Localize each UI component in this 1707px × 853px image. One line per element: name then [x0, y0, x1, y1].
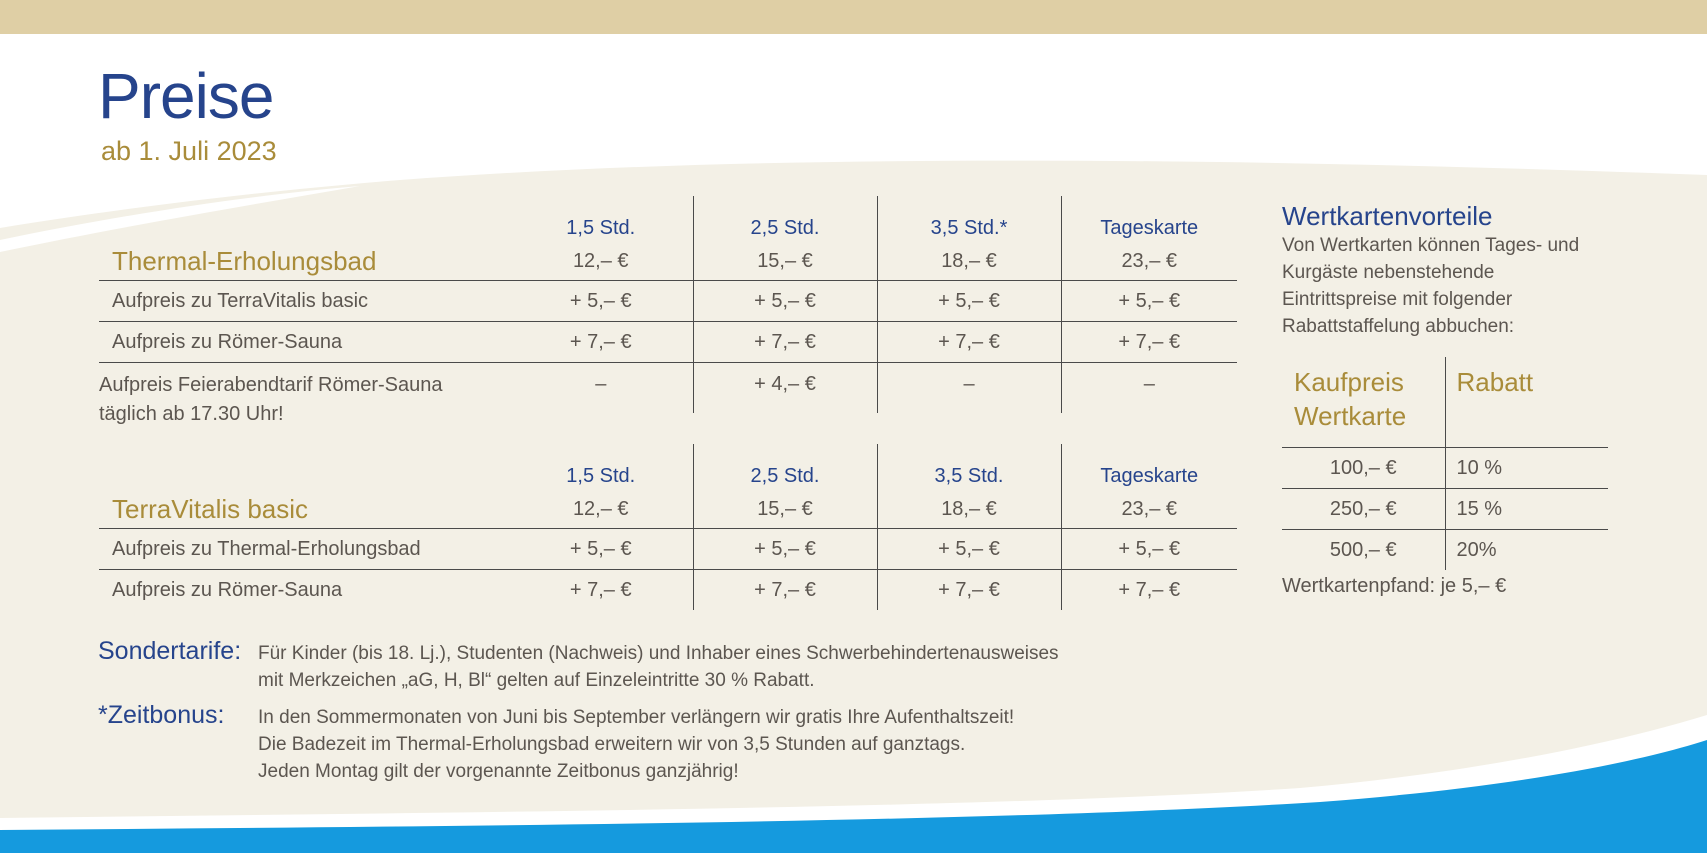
price-cell: + 7,– € [693, 570, 877, 611]
price-cell: 23,– € [1061, 242, 1237, 281]
table-row [1282, 489, 1608, 530]
terravitalis-header-row [99, 444, 1237, 490]
feierabend-label-line1: Aufpreis Feierabendtarif Römer-Sauna [99, 374, 443, 396]
price-cell: 15,– € [693, 242, 877, 281]
wertkarten-header-row [1282, 357, 1608, 448]
feierabend-row [99, 363, 1237, 414]
wertkarte-price: 500,– € [1329, 538, 1397, 561]
wertkarte-discount: 10 % [1445, 448, 1608, 489]
price-cell: 12,– € [509, 242, 693, 281]
column-header [1282, 357, 1445, 448]
price-cell: 15,– € [693, 490, 877, 529]
sondertarife-text [258, 640, 1059, 694]
price-cell: + 7,– € [693, 322, 877, 363]
zeitbonus-line: In den Sommermonaten von Juni bis September verlängern wir gratis Ihre Aufenthaltszeit! [258, 707, 1015, 728]
table-row [99, 529, 1237, 570]
wertkarten-pfand: Wertkartenpfand: je 5,– € [1282, 575, 1507, 597]
price-cell: – [595, 373, 607, 395]
column-header: Tageskarte [1061, 196, 1237, 242]
price-cell: – [1061, 363, 1237, 414]
price-cell: + 5,– € [1061, 281, 1237, 322]
price-cell: + 7,– € [877, 322, 1061, 363]
price-cell: + 7,– € [1061, 322, 1237, 363]
column-header: 3,5 Std.* [877, 196, 1061, 242]
column-header: Rabatt [1445, 357, 1608, 448]
price-cell: + 4,– € [693, 363, 877, 414]
sondertarife-line: mit Merkzeichen „aG, H, Bl“ gelten auf Einzeleintritte 30 % Rabatt. [258, 670, 815, 691]
feierabend-label-line2: täglich ab 17.30 Uhr! [99, 403, 284, 425]
terravitalis-base-row [99, 490, 1237, 529]
price-cell: + 5,– € [877, 281, 1061, 322]
zeitbonus-line: Die Badezeit im Thermal-Erholungsbad erweitern wir von 3,5 Stunden auf ganztags. [258, 734, 966, 755]
price-cell: + 7,– € [509, 322, 693, 363]
price-cell: 18,– € [877, 490, 1061, 529]
wertkarten-table [1282, 357, 1608, 570]
column-header: Tageskarte [1061, 444, 1237, 490]
kaufpreis-label: Kaufpreis [1294, 367, 1404, 397]
wertkarte-price: 250,– € [1282, 489, 1445, 530]
wertkarte-price: 100,– € [1282, 448, 1445, 489]
row-label: Aufpreis zu Römer-Sauna [112, 578, 343, 601]
price-cell: + 7,– € [877, 570, 1061, 611]
price-cell: + 5,– € [1061, 529, 1237, 570]
thermal-base-row [99, 242, 1237, 281]
column-header: 2,5 Std. [693, 196, 877, 242]
sondertarife-label: Sondertarife: [98, 637, 242, 665]
table-row [99, 322, 1237, 363]
zeitbonus-text [258, 704, 1014, 785]
table-row [1282, 530, 1608, 571]
price-cell: 12,– € [509, 490, 693, 529]
price-cell: 23,– € [1061, 490, 1237, 529]
price-cell: + 5,– € [509, 281, 693, 322]
row-label: Aufpreis zu Römer-Sauna [99, 322, 509, 363]
column-header: 1,5 Std. [566, 465, 636, 487]
price-cell: + 5,– € [877, 529, 1061, 570]
price-cell: + 5,– € [693, 529, 877, 570]
price-cell: + 5,– € [509, 529, 693, 570]
thermal-name: Thermal-Erholungsbad [99, 242, 509, 281]
table-row [1282, 448, 1608, 489]
top-band [0, 0, 1707, 34]
wertkarte-discount: 20% [1445, 530, 1608, 571]
page-title: Preise [98, 60, 274, 132]
row-label: Aufpreis zu TerraVitalis basic [99, 281, 509, 322]
price-cell: 18,– € [877, 242, 1061, 281]
zeitbonus-label: *Zeitbonus: [98, 701, 225, 729]
row-label: Aufpreis zu Thermal-Erholungsbad [99, 529, 509, 570]
table-row [99, 281, 1237, 322]
sondertarife-line: Für Kinder (bis 18. Lj.), Studenten (Nachweis) und Inhaber eines Schwerbehindertenausweises [258, 643, 1059, 664]
row-label [99, 363, 509, 451]
wertkarte-discount: 15 % [1445, 489, 1608, 530]
column-header: 1,5 Std. [566, 217, 636, 239]
zeitbonus-line: Jeden Montag gilt der vorgenannte Zeitbonus ganzjährig! [258, 761, 739, 782]
wertkarte-label: Wertkarte [1294, 401, 1407, 431]
price-cell: – [877, 363, 1061, 414]
price-cell: + 7,– € [569, 578, 632, 601]
page-subtitle: ab 1. Juli 2023 [101, 136, 277, 166]
terravitalis-price-table [99, 444, 1237, 610]
table-row [99, 570, 1237, 611]
price-cell: + 5,– € [693, 281, 877, 322]
thermal-price-table [99, 196, 1237, 450]
terravitalis-name: TerraVitalis basic [99, 490, 509, 529]
column-header: 3,5 Std. [877, 444, 1061, 490]
price-cell: + 7,– € [1061, 570, 1237, 611]
column-header: 2,5 Std. [693, 444, 877, 490]
wertkarten-description: Von Wertkarten können Tages- und Kurgäste nebenstehende Eintrittspreise mit folgender Rabattstaffelung abbuchen: [1282, 235, 1580, 337]
wertkarten-title: Wertkartenvorteile [1282, 201, 1493, 231]
thermal-header-row [99, 196, 1237, 242]
